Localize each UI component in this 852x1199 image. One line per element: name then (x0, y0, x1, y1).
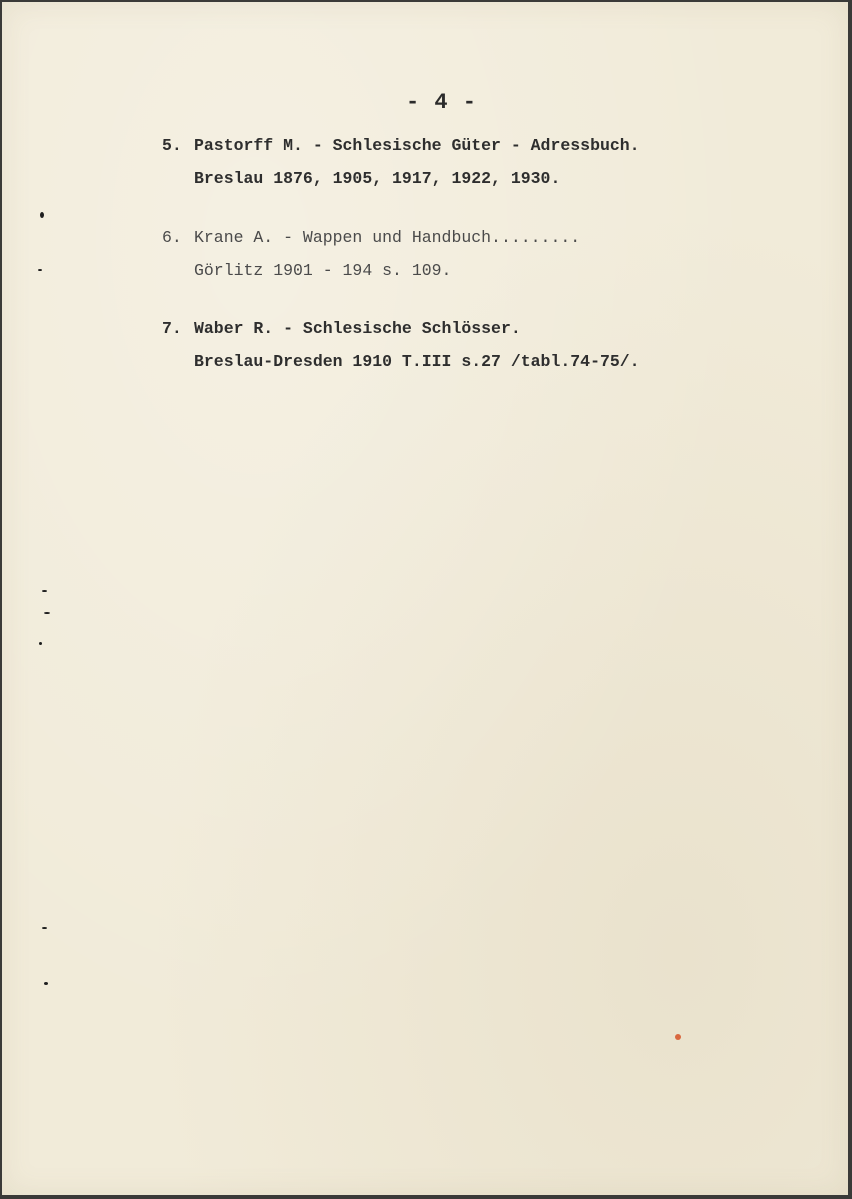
entry-7-line-1 (162, 312, 640, 345)
margin-speck (40, 212, 44, 218)
margin-speck (42, 590, 47, 592)
entry-6-imprint: Görlitz 1901 - 194 s. 109. (194, 261, 452, 280)
bibliography-entry-6 (162, 221, 580, 287)
entry-7-imprint: Breslau-Dresden 1910 T.III s.27 /tabl.74-75/. (194, 352, 640, 371)
page-number: - 4 - (406, 90, 478, 115)
entry-5-imprint: Breslau 1876, 1905, 1917, 1922, 1930. (194, 169, 561, 188)
entry-7-number: 7. (162, 319, 182, 338)
entry-6-title: Krane A. - Wappen und Handbuch......... (194, 228, 581, 247)
entry-7-title: Waber R. - Schlesische Schlösser. (194, 319, 521, 338)
entry-5-number: 5. (162, 136, 182, 155)
margin-speck (44, 612, 50, 614)
bibliography-entry-5 (162, 129, 640, 195)
entry-5-line-1 (162, 129, 640, 162)
margin-speck (44, 982, 48, 985)
entry-6-number: 6. (162, 228, 182, 247)
margin-speck (42, 927, 47, 929)
margin-speck (38, 269, 42, 271)
bibliography-entry-7 (162, 312, 640, 378)
entry-5-title: Pastorff M. - Schlesische Güter - Adressbuch. (194, 136, 640, 155)
margin-speck (39, 642, 42, 645)
document-page (2, 2, 848, 1195)
red-mark (675, 1034, 681, 1040)
entry-6-line-1 (162, 221, 580, 254)
